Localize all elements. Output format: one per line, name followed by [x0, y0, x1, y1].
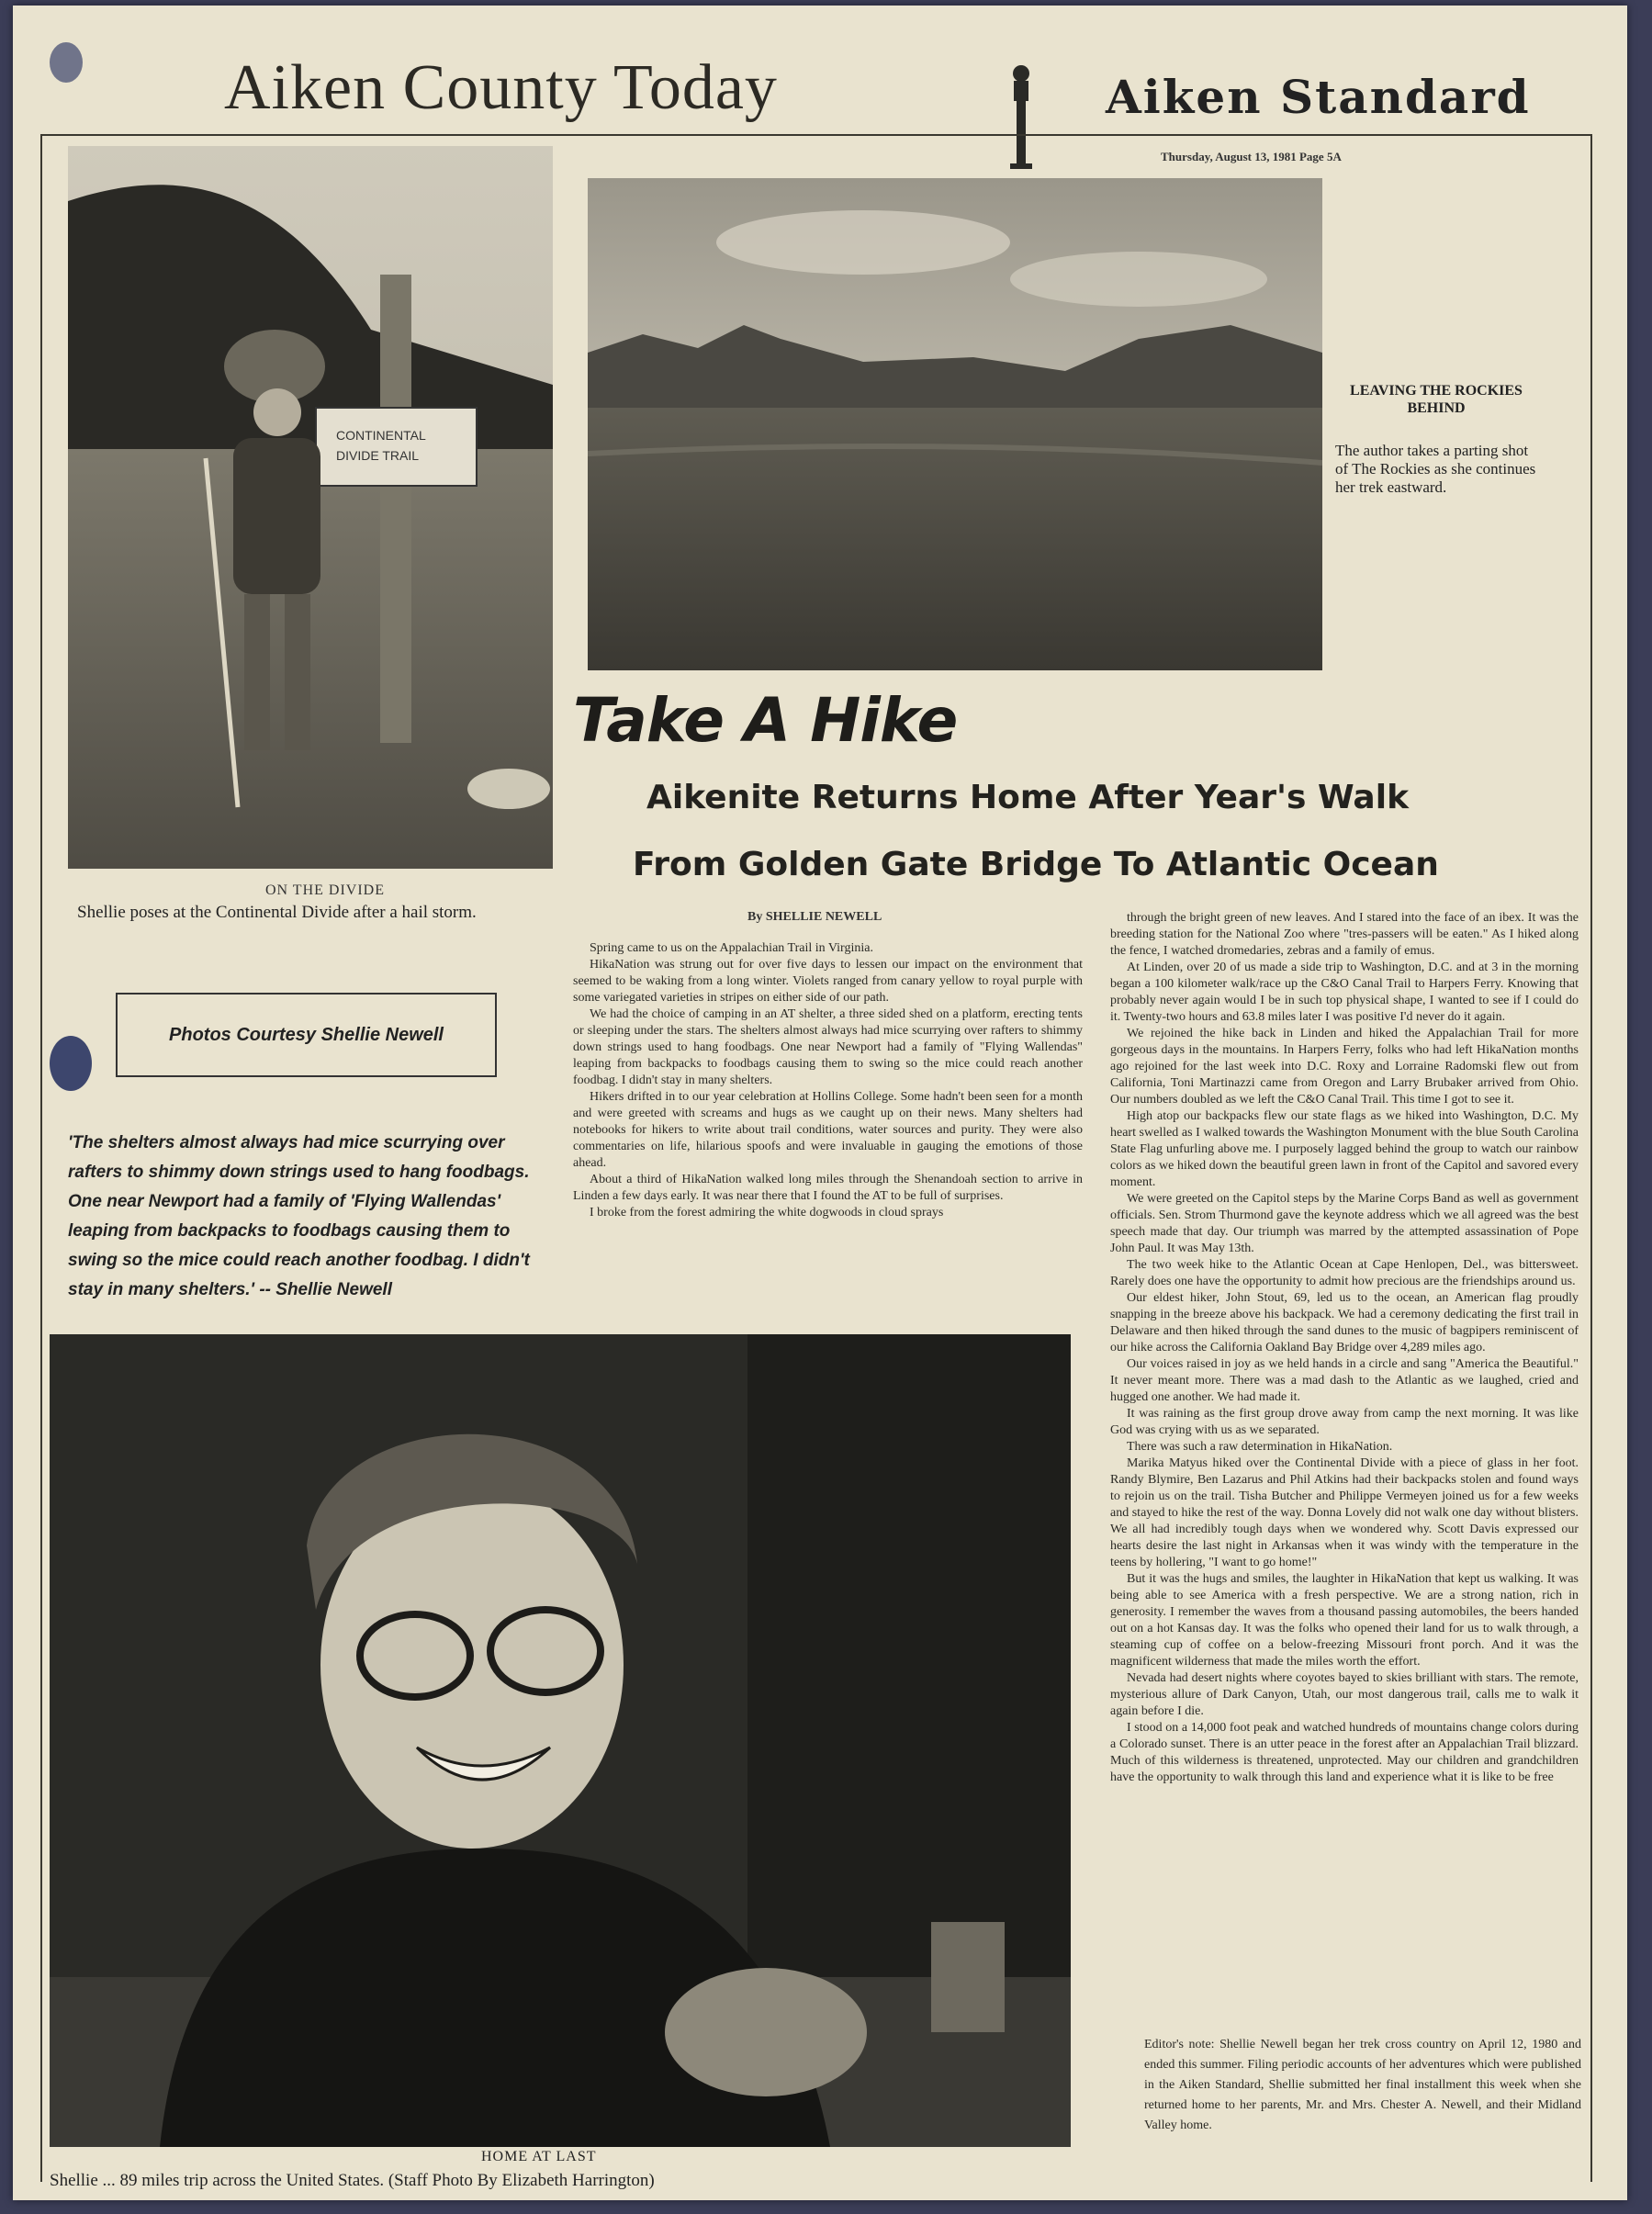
article-paragraph: There was such a raw determination in HikaNation. [1127, 1440, 1393, 1454]
section-title: Aiken County Today [224, 52, 778, 123]
article-paragraph: through the bright green of new leaves. And I stared into the face of an ibex. It was the breeding station for the National Zoo where "tres-passers will be eaten." As I hiked along the fence, I watched dromedaries, zebras and a family of emus. [1110, 911, 1579, 958]
newspaper-page [13, 6, 1627, 2200]
rockies-photo [588, 178, 1322, 670]
sign-line-2: DIVIDE TRAIL [336, 448, 419, 463]
article-paragraph: High atop our backpacks flew our state flags as we hiked into Washington, D.C. My heart swelled as I walked towards the Washington Monument with the blue South Carolina State Flag unfurling above me. I purposely lagged behind the group to watch our rainbow colors as we hiked down the beautiful green lawn in front of the Capitol and savored every moment. [1110, 1109, 1579, 1189]
subhead-1: Aikenite Returns Home After Year's Walk [646, 779, 1410, 816]
article-paragraph: About a third of HikaNation walked long miles through the Shenandoah section to arrive in Linden a few days early. It was near there that I found the AT to be full of surprises. [573, 1173, 1083, 1203]
article-paragraph: At Linden, over 20 of us made a side trip to Washington, D.C. and at 3 in the morning began a 100 kilometer walk/race up the C&O Canal Trail to Harpers Ferry. Knowing that probably never again would I be in such top physical shape, I wanted to see if I could do it. Twenty-two hours and 63.8 miles later I was positive I'd never do it again. [1110, 961, 1579, 1024]
article-column-2 [1110, 910, 1579, 1786]
article-paragraph: I stood on a 14,000 foot peak and watched hundreds of mountains change colors during a Colorado sunset. There is an utter peace in the forest after an Appalachian Trail blizzard. Much of this wilderness is threatened, unprotected. May our children and grandchildren have the opportunity to walk through this land and experience what it is like to be free [1110, 1721, 1579, 1784]
article-column-1 [573, 940, 1083, 1221]
emblem-icon [1005, 61, 1038, 171]
ink-stain [50, 1036, 92, 1091]
article-paragraph: HikaNation was strung out for over five days to lessen our impact on the environment that seemed to be waking from a long winter. Violets ranged from canary yellow to royal purple with some variegated varieties in stripes on either side of our path. [573, 958, 1083, 1005]
article-paragraph: It was raining as the first group drove away from camp the next morning. It was like God was crying with us as we separated. [1110, 1407, 1579, 1437]
article-paragraph: Our eldest hiker, John Stout, 69, led us to the ocean, an American flag proudly snapping in the breeze above his backpack. We had a ceremony dedicating the first trail in Delaware and then hiked through the sand dunes to the music of bagpipers reminiscent of our hike across the California Oakland Bay Bridge over 4,289 miles ago. [1110, 1291, 1579, 1354]
article-paragraph: We were greeted on the Capitol steps by the Marine Corps Band as well as government officials. Sen. Strom Thurmond gave the keynote address which we all agreed was the best speech made that day. Our triumph was marred by the attempted assassination of Pope John Paul. It was May 13th. [1110, 1192, 1579, 1255]
home-photo [50, 1334, 1071, 2147]
rockies-caption-head: LEAVING THE ROCKIES BEHIND [1350, 383, 1523, 416]
article-paragraph: Marika Matyus hiked over the Continental Divide with a piece of glass in her foot. Randy Blymire, Ben Lazarus and Phil Atkins had their backpacks stolen and found ways to rejoin us on the trail. Tisha Butcher and Philippe Vermeyen joined us for a few weeks and stayed to hike the rest of the way. Donna Lovely did not walk one day without blisters. We all had incredibly tough days when we wondered why. Scott Davis expressed our hearts desire the last night in Arkansas when it was windy with the temperature in the teens by hollering, "I want to go home!" [1110, 1456, 1579, 1569]
home-caption: Shellie ... 89 miles trip across the United States. (Staff Photo By Elizabeth Harrington) [50, 2171, 655, 2190]
top-rule [40, 134, 1592, 136]
article-paragraph: Nevada had desert nights where coyotes bayed to skies brilliant with stars. The remote, mysterious allure of Dark Canyon, Utah, our most dangerous trail, calls me to walk it again before I die. [1110, 1671, 1579, 1718]
editors-note: Editor's note: Shellie Newell began her trek cross country on April 12, 1980 and ended this summer. Filing periodic accounts of her adventures which were published in the Aiken Standard, Shellie submitted her final installment this week when she returned home to her parents, Mr. and Mrs. Chester A. Newell, and their Midland Valley home. [1144, 2038, 1581, 2132]
divide-caption-head: ON THE DIVIDE [264, 882, 385, 898]
article-paragraph: Hikers drifted in to our year celebration at Hollins College. Some hadn't been seen for a month and were greeted with screams and hugs as we caught up on their news. Many shelters had notebooks for hikers to write about trail conditions, water sources and purity. They were also commentaries on life, hilarious spoofs and were invaluable in gauging the emotions of those ahead. [573, 1090, 1083, 1170]
ink-stain [50, 42, 83, 83]
headline: Take A Hike [573, 685, 958, 756]
photo-credit: Photos Courtesy Shellie Newell [169, 1024, 444, 1045]
photo-credit-box [116, 993, 497, 1077]
pull-quote: 'The shelters almost always had mice scurrying over rafters to shimmy down strings used to hang foodbags. One near Newport had a family of 'Flying Wallendas' leaping from backpacks to foodbags causing them to swing so the mice could reach another foodbag. I didn't stay in many shelters.' -- Shellie Newell [68, 1133, 530, 1299]
right-rule [1590, 134, 1592, 2182]
sign-line-1: CONTINENTAL [336, 428, 426, 443]
home-caption-head: HOME AT LAST [481, 2149, 597, 2164]
rockies-caption: The author takes a parting shot of The Rockies as she continues her trek eastward. [1335, 442, 1536, 496]
divide-caption: Shellie poses at the Continental Divide after a hail storm. [77, 903, 477, 922]
article-paragraph: I broke from the forest admiring the white dogwoods in cloud sprays [590, 1206, 944, 1219]
subhead-2: From Golden Gate Bridge To Atlantic Ocean [633, 846, 1439, 883]
article-paragraph: The two week hike to the Atlantic Ocean at Cape Henlopen, Del., was bittersweet. Rarely does one have the opportunity to admit how precious are the friendships around us. [1110, 1258, 1579, 1288]
article-paragraph: But it was the hugs and smiles, the laughter in HikaNation that kept us walking. It was being able to see America with a fresh perspective. We are a strong nation, rich in generosity. I remember the waves from a thousand passing automobiles, the beers handed out on a hot Kansas day. It was the folks who opened their land for us to walk through, a steaming cup of coffee on a below-freezing Missouri front porch. And it was the magnificent wilderness that made the miles worth the effort. [1110, 1572, 1579, 1669]
dateline: Thursday, August 13, 1981 Page 5A [1161, 150, 1342, 163]
article-paragraph: Spring came to us on the Appalachian Trail in Virginia. [590, 941, 873, 955]
left-rule [40, 134, 42, 2182]
divide-photo [68, 146, 553, 869]
article-paragraph: Our voices raised in joy as we held hands in a circle and sang "America the Beautiful." It never meant more. There was a mad dash to the Atlantic as we laughed, cried and hugged one another. We had made it. [1110, 1357, 1579, 1404]
byline: By SHELLIE NEWELL [747, 910, 882, 924]
paper-name: Aiken Standard [1106, 70, 1531, 124]
article-paragraph: We had the choice of camping in an AT shelter, a three sided shed on a platform, erecting tents or sleeping under the stars. The shelters almost always had mice scurrying over rafters to shimmy down strings used to hang foodbags. One near Newport had a family of "Flying Wallendas" leaping from backpacks to foodbags causing them to swing so the mice could reach another foodbag. I didn't stay in many shelters. [573, 1007, 1083, 1087]
article-paragraph: We rejoined the hike back in Linden and hiked the Appalachian Trail for more gorgeous days in the mountains. In Harpers Ferry, folks who had left HikaNation months ago rejoined for the last week into D.C. Roxy and Lorraine Radomski flew out from California, Toni Martinazzi came from Oregon and Larry Brubaker arrived from Ohio. Our numbers doubled as we left the C&O Canal Trail. This time I got to see it. [1110, 1027, 1579, 1107]
